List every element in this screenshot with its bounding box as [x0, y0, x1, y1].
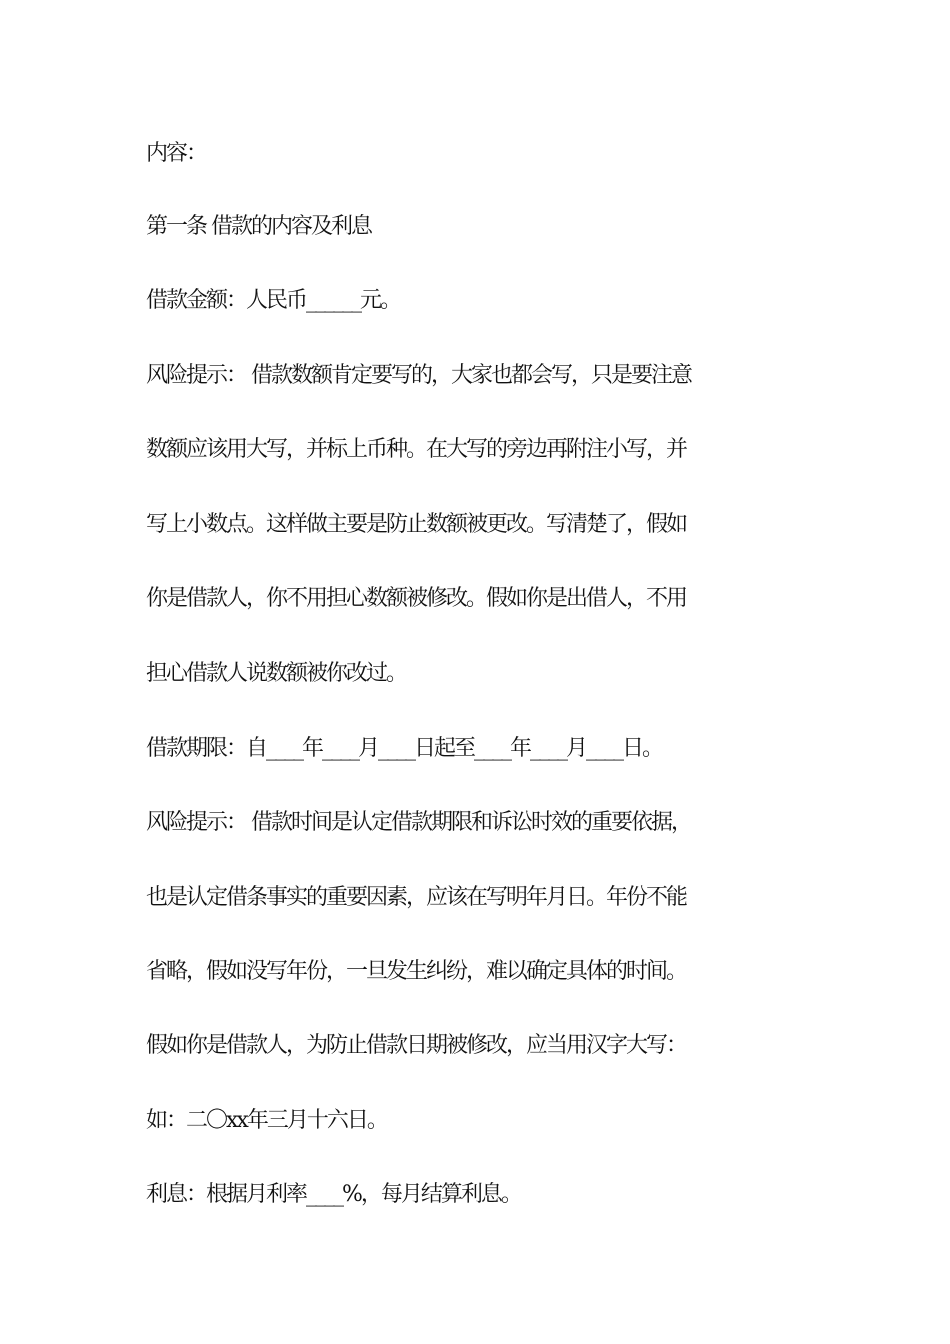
- interest-line: 利息：根据月利率____%，每月结算利息。: [146, 1182, 521, 1207]
- risk-note-amount-line-1: 风险提示： 借款数额肯定要写的，大家也都会写，只是要注意: [146, 363, 691, 388]
- loan-term-line: 借款期限：自____年____月____日起至____年____月____日。: [146, 736, 663, 761]
- risk-note-term-line-1: 风险提示： 借款时间是认定借款期限和诉讼时效的重要依据，: [146, 810, 691, 835]
- risk-note-amount-line-4: 你是借款人，你不用担心数额被修改。假如你是出借人，不用: [146, 586, 687, 611]
- risk-note-amount-line-2: 数额应该用大写，并标上币种。在大写的旁边再附注小写，并: [146, 437, 687, 462]
- risk-note-term-line-2: 也是认定借条事实的重要因素，应该在写明年月日。年份不能: [146, 885, 687, 910]
- risk-note-amount-line-5: 担心借款人说数额被你改过。: [146, 661, 407, 686]
- risk-note-term-line-3: 省略，假如没写年份，一旦发生纠纷，难以确定具体的时间。: [146, 959, 687, 984]
- risk-note-term-line-4: 假如你是借款人，为防止借款日期被修改，应当用汉字大写：: [146, 1033, 687, 1058]
- loan-amount-line: 借款金额：人民币______元。: [146, 288, 401, 313]
- date-example-line: 如：二〇xx年三月十六日。: [146, 1108, 387, 1133]
- section-label-content: 内容：: [146, 141, 207, 166]
- risk-note-amount-line-3: 写上小数点。这样做主要是防止数额被更改。写清楚了，假如: [146, 512, 687, 537]
- article-one-heading: 第一条 借款的内容及利息: [146, 214, 371, 239]
